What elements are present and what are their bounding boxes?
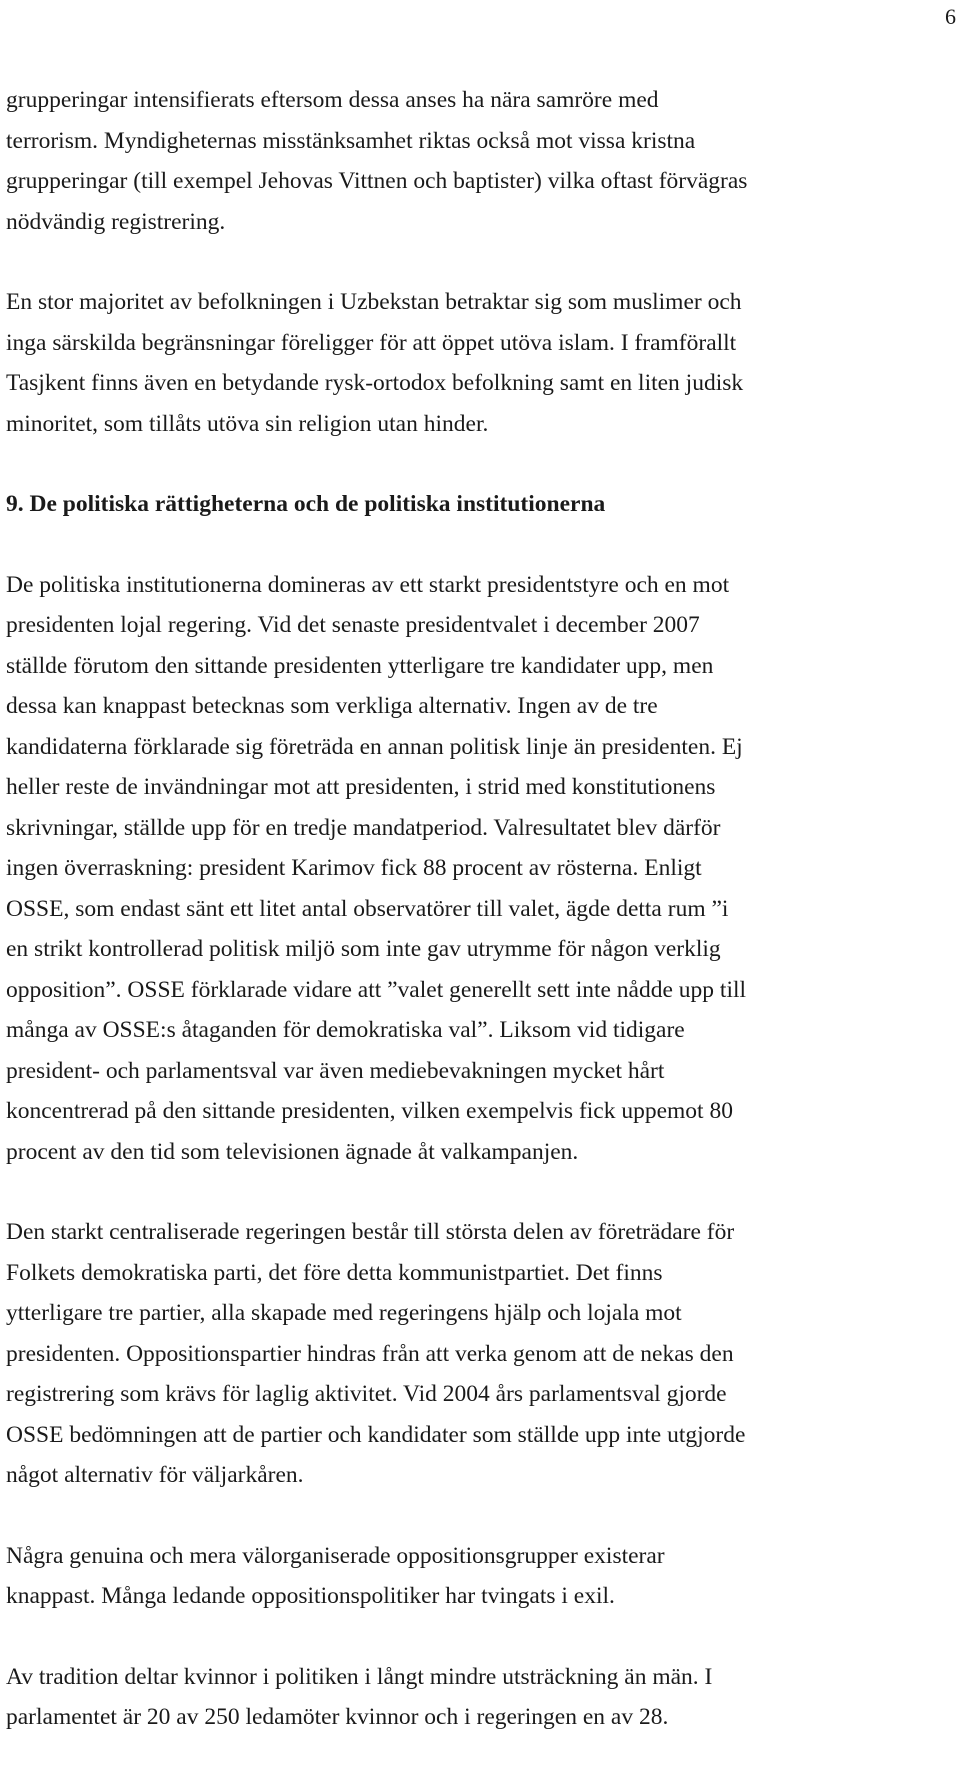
text-line: registrering som krävs för laglig aktivitet. Vid 2004 års parlamentsval gjorde bbox=[6, 1381, 727, 1407]
text-line: koncentrerad på den sittande presidenten, vilken exempelvis fick uppemot 80 bbox=[6, 1098, 733, 1124]
section-heading: 9. De politiska rättigheterna och de politiska institutionerna bbox=[6, 491, 606, 517]
text-line: grupperingar (till exempel Jehovas Vittnen och baptister) vilka oftast förvägras bbox=[6, 168, 748, 194]
paragraph-political-institutions bbox=[6, 565, 954, 1173]
paragraph-women-in-politics bbox=[6, 1657, 954, 1738]
text-line: inga särskilda begränsningar föreligger för att öppet utöva islam. I framförallt bbox=[6, 329, 737, 356]
text-line: parlamentet är 20 av 250 ledamöter kvinnor och i regeringen en av 28. bbox=[6, 1704, 669, 1730]
text-line: Folkets demokratiska parti, det före detta kommunistpartiet. Det finns bbox=[6, 1259, 663, 1286]
text-line: ytterligare tre partier, alla skapade med regeringens hjälp och lojala mot bbox=[6, 1300, 682, 1326]
paragraph-spacer bbox=[6, 1172, 954, 1212]
paragraph-government bbox=[6, 1212, 954, 1496]
text-line: knappast. Många ledande oppositionspolitiker har tvingats i exil. bbox=[6, 1583, 615, 1609]
text-line: kandidaterna förklarade sig företräda en annan politisk linje än presidenten. Ej bbox=[6, 733, 743, 760]
text-line: dessa kan knappast betecknas som verkliga alternativ. Ingen av de tre bbox=[6, 693, 658, 719]
text-line: president- och parlamentsval var även mediebevakningen mycket hårt bbox=[6, 1057, 665, 1084]
text-line: minoritet, som tillåts utöva sin religion utan hinder. bbox=[6, 410, 489, 437]
text-line: OSSE, som endast sänt ett litet antal observatörer till valet, ägde detta rum ”i bbox=[6, 895, 729, 922]
text-line: presidenten lojal regering. Vid det senaste presidentvalet i december 2007 bbox=[6, 612, 700, 638]
page-number: 6 bbox=[945, 4, 956, 29]
text-line: presidenten. Oppositionspartier hindras från att verka genom att de nekas den bbox=[6, 1340, 734, 1367]
paragraph-spacer bbox=[6, 525, 954, 565]
text-line: OSSE bedömningen att de partier och kandidater som ställde upp inte utgjorde bbox=[6, 1421, 746, 1448]
text-line: De politiska institutionerna domineras av ett starkt presidentstyre och en mot bbox=[6, 571, 730, 598]
paragraph-spacer bbox=[6, 242, 954, 282]
text-line: Den starkt centraliserade regeringen består till största delen av företrädare för bbox=[6, 1219, 735, 1245]
paragraph-spacer bbox=[6, 1617, 954, 1657]
text-line: opposition”. OSSE förklarade vidare att ”valet generellt sett inte nådde upp till bbox=[6, 976, 747, 1003]
text-line: terrorism. Myndigheternas misstänksamhet riktas också mot vissa kristna bbox=[6, 127, 696, 154]
text-line: ställde förutom den sittande presidenten ytterligare tre kandidater upp, men bbox=[6, 652, 714, 679]
text-line: något alternativ för väljarkåren. bbox=[6, 1462, 304, 1488]
document-body bbox=[6, 80, 954, 1738]
paragraph-spacer bbox=[6, 444, 954, 484]
paragraph-opposition bbox=[6, 1536, 954, 1617]
text-line: Tasjkent finns även en betydande rysk-ortodox befolkning samt en liten judisk bbox=[6, 370, 744, 396]
text-line: Av tradition deltar kvinnor i politiken i långt mindre utsträckning än män. I bbox=[6, 1663, 713, 1690]
text-line: en strikt kontrollerad politisk miljö som inte gav utrymme för någon verklig bbox=[6, 936, 721, 962]
text-line: många av OSSE:s åtaganden för demokratiska val”. Liksom vid tidigare bbox=[6, 1017, 685, 1043]
text-line: nödvändig registrering. bbox=[6, 208, 226, 235]
text-line: skrivningar, ställde upp för en tredje mandatperiod. Valresultatet blev därför bbox=[6, 814, 721, 841]
text-line: heller reste de invändningar mot att presidenten, i strid med konstitutionens bbox=[6, 774, 716, 800]
text-line: En stor majoritet av befolkningen i Uzbekstan betraktar sig som muslimer och bbox=[6, 289, 742, 315]
paragraph-religious-groups bbox=[6, 80, 954, 242]
paragraph-muslim-majority bbox=[6, 282, 954, 444]
text-line: ingen överraskning: president Karimov fick 88 procent av rösterna. Enligt bbox=[6, 855, 702, 881]
text-line: procent av den tid som televisionen ägnade åt valkampanjen. bbox=[6, 1138, 579, 1165]
text-line: grupperingar intensifierats eftersom dessa anses ha nära samröre med bbox=[6, 87, 659, 113]
text-line: Några genuina och mera välorganiserade oppositionsgrupper existerar bbox=[6, 1542, 665, 1569]
paragraph-spacer bbox=[6, 1496, 954, 1536]
